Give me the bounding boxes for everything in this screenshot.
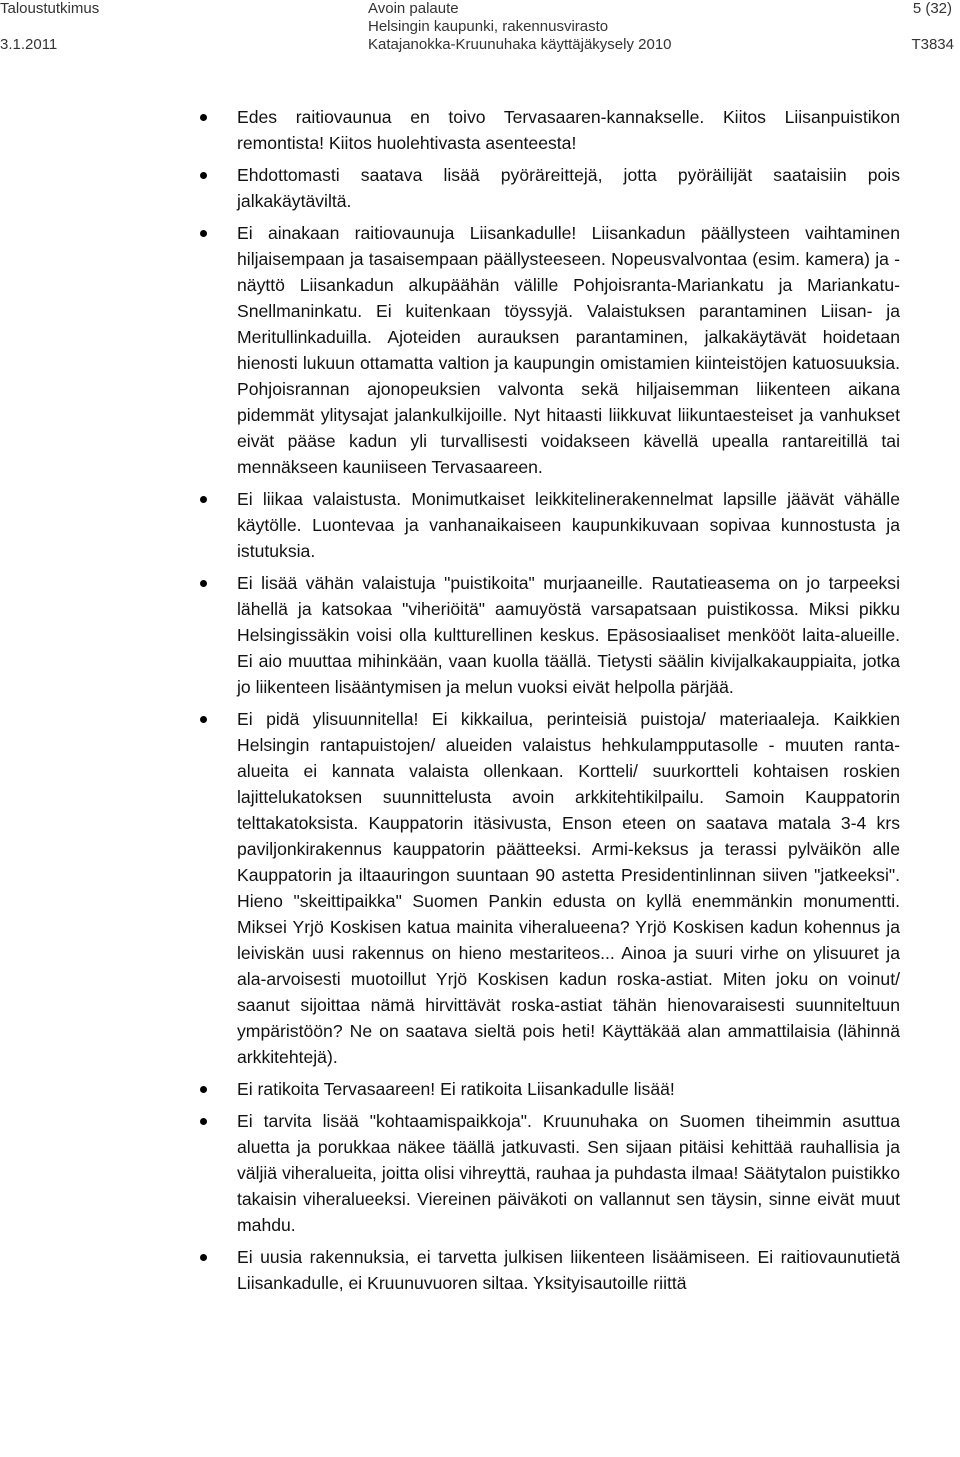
list-item <box>200 706 900 1070</box>
bullet-icon <box>200 496 207 503</box>
feedback-text: Ei tarvita lisää "kohtaamispaikkoja". Kruunuhaka on Suomen tiheimmin asuttua aluetta ja porukkaa näkee täällä jatkuvasti. Sen sijaan pitäisi kehittää rauhallisia ja väljiä viheralueita, joitta olisi vihreyttä, rauhaa ja puhdasta ilmaa! Säätytalon puistikko takaisin viheralueeksi. Viereinen päiväkoti on vallannut sen täysin, sinne eivät muut mahdu. <box>237 1111 900 1235</box>
bullet-icon <box>200 1118 207 1125</box>
section-title: Avoin palaute <box>368 0 459 17</box>
page-header <box>0 0 960 56</box>
list-item <box>200 1244 900 1296</box>
report-code: T3834 <box>911 36 954 53</box>
feedback-text: Ei ratikoita Tervasaareen! Ei ratikoita Liisankadulle lisää! <box>237 1079 675 1099</box>
client-name: Helsingin kaupunki, rakennusvirasto <box>368 18 609 35</box>
feedback-text: Ei liikaa valaistusta. Monimutkaiset leikkitelinerakennelmat lapsille jäävät vähälle käytölle. Luontevaa ja vanhanaikaiseen kaupunkikuvaan sopivaa kunnostusta ja istutuksia. <box>237 489 900 561</box>
bullet-icon <box>200 580 207 587</box>
bullet-icon <box>200 172 207 179</box>
list-item <box>200 486 900 564</box>
survey-name: Katajanokka-Kruunuhaka käyttäjäkysely 2010 <box>368 36 672 53</box>
list-item <box>200 1076 900 1102</box>
list-item <box>200 570 900 700</box>
list-item <box>200 162 900 214</box>
page-number: 5 (32) <box>912 0 952 17</box>
bullet-icon <box>200 1254 207 1261</box>
report-author: Taloustutkimus <box>0 0 100 17</box>
feedback-text: Edes raitiovaunua en toivo Tervasaaren-kannakselle. Kiitos Liisanpuistikon remontista! Kiitos huolehtivasta asenteesta! <box>237 107 900 153</box>
list-item <box>200 104 900 156</box>
bullet-icon <box>200 230 207 237</box>
feedback-text: Ei uusia rakennuksia, ei tarvetta julkisen liikenteen lisäämiseen. Ei raitiovaunutietä Liisankadulle, ei Kruunuvuoren siltaa. Yksityisautoille riittä <box>237 1247 900 1293</box>
bullet-icon <box>200 1086 207 1093</box>
feedback-list <box>200 104 900 1296</box>
feedback-content <box>200 104 900 1302</box>
bullet-icon <box>200 114 207 121</box>
feedback-text: Ei ainakaan raitiovaunuja Liisankadulle! Liisankadun päällysteen vaihtaminen hiljaisempaan ja tasaisempaan päällysteeseen. Nopeusvalvontaa (esim. kamera) ja -näyttö Liisankadun alkupäähän välille Pohjoisranta-Mariankatu ja Mariankatu- Snellmaninkatu. Ei kuitenkaan töyssyjä. Valaistuksen parantaminen Liisan- ja Meritullinkaduilla. Ajoteiden aurauksen parantaminen, jalkakäytävät hoidetaan hienosti lukuun ottamatta valtion ja kaupungin omistamien kiinteistöjen katuosuuksia. Pohjoisrannan ajonopeuksien valvonta sekä hiljaisemman liikenteen aikana pidemmät ylitysajat jalankulkijoille. Nyt hitaasti liikkuvat liikuntaesteiset ja vanhukset eivät pääse kadun yli turvallisesti voidakseen kävellä upealla rantareitillä tai mennäkseen kauniiseen Tervasaareen. <box>237 223 900 477</box>
feedback-text: Ei pidä ylisuunnitella! Ei kikkailua, perinteisiä puistoja/ materiaaleja. Kaikkien Helsingin rantapuistojen/ alueiden valaistus hehkulampputasolle - muuten ranta-alueita ei kannata valaista ollenkaan. Kortteli/ suurkortteli kohtaisen roskien lajittelukatoksen suunnittelusta avoin arkkitehtikilpailu. Samoin Kauppatorin telttakatoksista. Kauppatorin itäsivusta, Enson eteen on saatava matala 3-4 krs paviljonkirakennus kauppatorin päätteeksi. Armi-keksus ja terassi pylväikön alle Kauppatorin ja iltaauringon suuntaan 90 astetta Presidentinlinnan siiven "jatkeeksi". Hieno "skeittipaikka" Suomen Pankin edusta on kyllä enemmänkin monumentti. Miksei Yrjö Koskisen katua mainita viheralueena? Yrjö Koskisen kadun kohennus ja leiviskän uusi rakennus on hieno mestariteos... Ainoa ja suuri virhe on ylisuuret ja ala-arvoisesti muotoillut Yrjö Koskisen kadun roska-astiat. Miten joku on voinut/ saanut sijoittaa nämä hirvittävät roska-astiat tähän hienovaraisesti suunniteltuun ympäristöön? Ne on saatava sieltä pois heti! Käyttäkää alan ammattilaisia (lähinnä arkkitehtejä). <box>237 709 900 1067</box>
feedback-text: Ei lisää vähän valaistuja "puistikoita" murjaaneille. Rautatieasema on jo tarpeeksi lähellä ja katsokaa "viheriöitä" aamuyöstä varsapatsaan puistikossa. Miksi pikku Helsingissäkin voisi olla kultturellinen keskus. Epäsosiaaliset menkööt laita-alueille. Ei aio muuttaa mihinkään, vaan kuolla täällä. Tietysti säälin kivijalkakauppiaita, jotka jo liikenteen lisääntymisen ja melun vuoksi eivät helpolla pärjää. <box>237 573 900 697</box>
report-date: 3.1.2011 <box>0 36 58 53</box>
list-item <box>200 220 900 480</box>
feedback-text: Ehdottomasti saatava lisää pyöräreittejä, jotta pyöräilijät saataisiin pois jalkakäytäviltä. <box>237 165 900 211</box>
list-item <box>200 1108 900 1238</box>
bullet-icon <box>200 716 207 723</box>
